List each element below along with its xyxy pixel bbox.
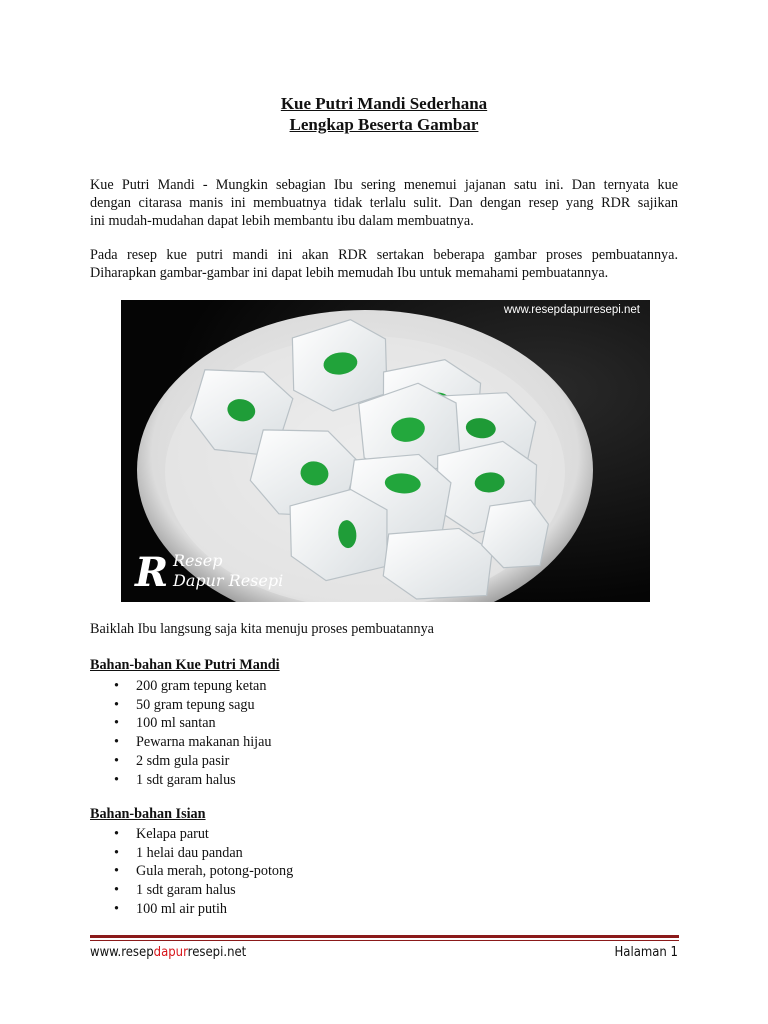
- list-item: [90, 696, 272, 715]
- bullet-icon: •: [114, 826, 119, 842]
- paragraph-intro: [90, 176, 678, 230]
- bullet-icon: •: [114, 900, 119, 917]
- list-item-text: 50 gram tepung sagu: [136, 696, 255, 713]
- bullet-icon: •: [114, 678, 119, 694]
- list-item-text: 1 sdt garam halus: [136, 771, 236, 788]
- ingredient-list: [90, 677, 272, 789]
- bullet-icon: •: [114, 771, 119, 788]
- footer-site-highlight: dapur: [153, 945, 188, 960]
- logo-letter: R: [135, 549, 169, 596]
- section-heading-filling: Bahan-bahan Isian: [90, 806, 206, 822]
- list-item-text: 1 helai dau pandan: [136, 844, 243, 861]
- list-item-text: 1 sdt garam halus: [136, 882, 236, 899]
- bullet-icon: •: [114, 715, 119, 732]
- paragraph-process: [90, 246, 678, 282]
- photo-watermark: www.resepdapurresepi.net: [503, 304, 640, 316]
- bullet-icon: •: [114, 882, 119, 899]
- photo-illustration: [121, 300, 650, 602]
- footer-rule-thin: [90, 940, 679, 941]
- list-item: [90, 844, 293, 863]
- logo-line1: Resep: [173, 551, 223, 570]
- document-title-line2: Lengkap Beserta Gambar: [289, 115, 479, 134]
- list-item-text: 100 ml santan: [136, 715, 216, 732]
- list-item: [90, 881, 293, 900]
- bullet-icon: •: [114, 863, 119, 880]
- list-item-text: Pewarna makanan hijau: [136, 734, 272, 751]
- bullet-icon: •: [114, 734, 119, 751]
- paragraph-line: Diharapkan gambar-gambar ini dapat lebih memudah Ibu untuk memahami pembuatannya.: [90, 265, 609, 281]
- paragraph-line: Pada resep kue putri mandi ini akan RDR sertakan beberapa gambar proses pembuatannya.: [90, 247, 678, 263]
- recipe-photo: [121, 300, 650, 602]
- list-item: [90, 733, 272, 752]
- footer-site-suffix: resepi.net: [187, 945, 247, 960]
- footer-site-prefix: www.resep: [90, 945, 154, 960]
- list-item: [90, 771, 272, 790]
- bullet-icon: •: [114, 696, 119, 713]
- list-item: [90, 752, 272, 771]
- footer-rule: [90, 935, 679, 938]
- paragraph-line: ini mudah-mudahan dapat lebih membantu ibu dalam membuatnya.: [90, 213, 474, 229]
- paragraph-line: Kue Putri Mandi - Mungkin sebagian Ibu sering menemui jajanan satu ini. Dan ternyata kue: [90, 177, 678, 193]
- list-item-text: Kelapa parut: [136, 826, 209, 842]
- footer-site: [90, 945, 246, 960]
- list-item-text: 2 sdm gula pasir: [136, 752, 230, 769]
- page-number: Halaman 1: [614, 945, 678, 960]
- paragraph-line: dengan citarasa manis ini membuatnya tidak terlalu sulit. Dan dengan resep yang RDR sajikan: [90, 195, 678, 211]
- list-item-text: 100 ml air putih: [136, 900, 228, 917]
- list-item: [90, 714, 272, 733]
- bullet-icon: •: [114, 752, 119, 769]
- document-title-line1: Kue Putri Mandi Sederhana: [280, 94, 488, 113]
- list-item-text: Gula merah, potong-potong: [136, 863, 294, 880]
- section-heading-ingredients: Bahan-bahan Kue Putri Mandi: [90, 657, 280, 673]
- list-item: [90, 825, 293, 844]
- intro-sentence: Baiklah Ibu langsung saja kita menuju proses pembuatannya: [90, 621, 434, 637]
- filling-list: [90, 825, 293, 919]
- bullet-icon: •: [114, 844, 119, 861]
- logo-line2: Dapur Resepi: [173, 571, 284, 590]
- list-item-text: 200 gram tepung ketan: [136, 678, 267, 694]
- list-item: [90, 900, 293, 919]
- list-item: [90, 862, 293, 881]
- list-item: [90, 677, 272, 696]
